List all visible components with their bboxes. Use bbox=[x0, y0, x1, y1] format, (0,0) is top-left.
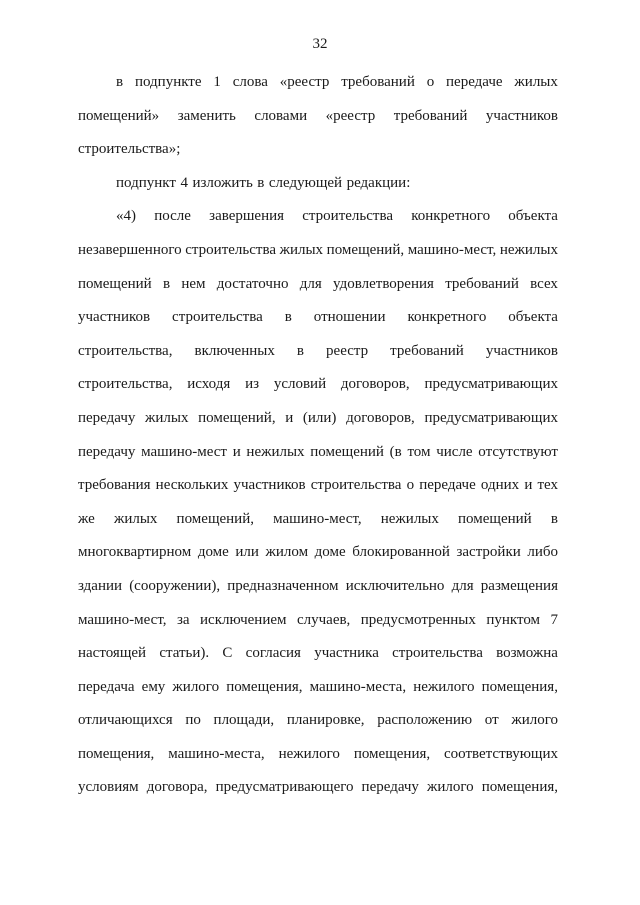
text-line bbox=[78, 469, 558, 503]
text-word: исключительно bbox=[345, 577, 445, 594]
text-word: тех bbox=[537, 477, 558, 494]
text-word: машино-мест, bbox=[78, 611, 167, 628]
text-word: помещения, bbox=[226, 678, 303, 695]
text-word: ему bbox=[141, 678, 166, 695]
text-word: участников bbox=[78, 309, 151, 326]
text-word: 1 bbox=[213, 74, 221, 90]
text-word: передачу bbox=[361, 779, 419, 796]
text-word: помещения, bbox=[353, 745, 431, 762]
text-word: передача bbox=[78, 678, 135, 695]
text-line bbox=[78, 436, 558, 470]
text-word: достаточно bbox=[216, 275, 289, 292]
text-word: в bbox=[116, 74, 124, 90]
text-word: жилых bbox=[279, 241, 324, 258]
text-word: от bbox=[484, 712, 499, 729]
text-word: участников bbox=[233, 477, 306, 494]
text-word: требования bbox=[78, 477, 151, 494]
text-word: жилого bbox=[172, 678, 220, 695]
text-word: следующей bbox=[268, 174, 343, 191]
text-word: размещения bbox=[480, 577, 558, 594]
text-word: отличающихся bbox=[78, 712, 173, 729]
text-line bbox=[78, 200, 558, 234]
text-word: жилого bbox=[426, 779, 474, 796]
text-word: строительства bbox=[302, 208, 393, 225]
text-line bbox=[78, 536, 558, 570]
text-word: договоров, bbox=[346, 409, 415, 426]
text-word: реестр bbox=[326, 342, 369, 359]
text-word: в bbox=[257, 174, 265, 191]
text-word: договоров, bbox=[340, 376, 410, 393]
text-line bbox=[78, 167, 558, 201]
text-word: в bbox=[284, 309, 292, 326]
text-word: согласия bbox=[245, 645, 301, 662]
text-word: жилого bbox=[511, 712, 558, 729]
text-word: помещений, bbox=[176, 510, 254, 527]
text-word: передачу bbox=[78, 443, 136, 460]
text-line bbox=[78, 503, 558, 537]
text-word: о bbox=[406, 477, 415, 494]
text-line bbox=[78, 335, 558, 369]
text-word: (в bbox=[389, 443, 402, 460]
text-word: включенных bbox=[194, 342, 275, 359]
text-word: подпункте bbox=[134, 74, 202, 90]
text-word: удовлетворения bbox=[333, 275, 434, 292]
text-line bbox=[78, 301, 558, 335]
text-word: «реестр bbox=[325, 107, 376, 124]
text-word: доме bbox=[314, 544, 346, 561]
text-word: исходя bbox=[187, 376, 231, 393]
text-word: условиям bbox=[78, 779, 139, 796]
text-word: отношении bbox=[313, 309, 386, 326]
text-word: же bbox=[78, 510, 95, 527]
text-word: подпункт bbox=[116, 174, 176, 191]
text-word: предусматривающего bbox=[215, 779, 354, 796]
text-line bbox=[78, 368, 558, 402]
text-line bbox=[78, 133, 558, 167]
text-word: расположению bbox=[377, 712, 473, 729]
text-word: предусматривающих bbox=[424, 376, 558, 393]
text-word: либо bbox=[527, 544, 558, 561]
text-word: условий bbox=[273, 376, 327, 393]
text-word: «реестр bbox=[279, 74, 330, 90]
text-word: редакции: bbox=[346, 174, 411, 191]
text-word: помещений, bbox=[198, 409, 276, 426]
text-word: блокированной bbox=[352, 544, 450, 561]
text-word: предназначенном bbox=[227, 577, 339, 594]
text-word: строительства bbox=[392, 645, 483, 662]
text-word: и bbox=[285, 409, 294, 426]
text-line bbox=[78, 234, 558, 268]
text-word: числе bbox=[436, 443, 473, 460]
text-line bbox=[78, 704, 558, 738]
text-word: помещений bbox=[78, 275, 152, 292]
text-word: отсутствуют bbox=[478, 443, 558, 460]
text-word: здании bbox=[78, 577, 123, 594]
text-word: слова bbox=[232, 74, 268, 90]
text-line bbox=[78, 637, 558, 671]
text-word: участника bbox=[314, 645, 379, 662]
text-word: строительства bbox=[310, 477, 402, 494]
text-word: изложить bbox=[192, 174, 253, 191]
text-word: помещений bbox=[310, 443, 384, 460]
text-word: объекта bbox=[508, 208, 558, 225]
text-word: требований bbox=[393, 107, 468, 124]
text-word: за bbox=[176, 611, 190, 628]
text-word: завершения bbox=[209, 208, 285, 225]
text-word: и bbox=[524, 477, 533, 494]
text-word: договора, bbox=[146, 779, 208, 796]
text-word: словами bbox=[254, 107, 308, 124]
text-word: соответствующих bbox=[444, 745, 558, 762]
text-line bbox=[78, 100, 558, 134]
text-word: из bbox=[245, 376, 260, 393]
text-word: жилом bbox=[265, 544, 309, 561]
text-word: доме bbox=[197, 544, 229, 561]
text-word: по bbox=[185, 712, 201, 729]
text-word: конкретного bbox=[411, 208, 491, 225]
text-word: многоквартирном bbox=[78, 544, 192, 561]
text-word: машино-мест, bbox=[273, 510, 362, 527]
text-word: случаев, bbox=[296, 611, 351, 628]
text-word: нежилых bbox=[246, 443, 305, 460]
text-line bbox=[78, 268, 558, 302]
text-word: нежилых bbox=[380, 510, 439, 527]
text-word: 4 bbox=[180, 174, 188, 191]
text-word: передаче bbox=[446, 74, 503, 90]
text-line bbox=[78, 771, 558, 805]
text-word: или bbox=[235, 544, 259, 561]
text-word: жилых bbox=[145, 409, 189, 426]
text-word: машино-мест bbox=[141, 443, 227, 460]
text-word: для bbox=[451, 577, 474, 594]
text-word: предусматривающих bbox=[424, 409, 558, 426]
text-line bbox=[78, 671, 558, 705]
text-word: нескольких bbox=[155, 477, 229, 494]
text-word: помещений bbox=[458, 510, 532, 527]
document-body-text bbox=[78, 66, 558, 805]
text-word: (или) bbox=[302, 409, 337, 426]
text-word: всех bbox=[530, 275, 558, 292]
text-word: требований bbox=[390, 342, 464, 359]
text-word: в bbox=[296, 342, 304, 359]
text-word: в bbox=[162, 275, 171, 292]
text-word: том bbox=[407, 443, 431, 460]
text-word: для bbox=[299, 275, 322, 292]
text-line bbox=[78, 402, 558, 436]
text-word: машино-места, bbox=[168, 745, 265, 762]
text-word: участников bbox=[485, 342, 558, 359]
text-word: нежилых bbox=[499, 241, 558, 258]
text-word: передаче bbox=[419, 477, 476, 494]
text-word: настоящей bbox=[78, 645, 147, 662]
text-word: одних bbox=[480, 477, 520, 494]
text-word: передачу bbox=[78, 409, 136, 426]
text-word: исключением bbox=[200, 611, 287, 628]
text-word: нем bbox=[181, 275, 206, 292]
text-word: строительства»; bbox=[78, 141, 181, 158]
text-line bbox=[78, 738, 558, 772]
text-line bbox=[78, 604, 558, 638]
text-word: и bbox=[232, 443, 241, 460]
text-word: после bbox=[154, 208, 191, 225]
text-line bbox=[78, 570, 558, 604]
text-word: «4) bbox=[116, 208, 136, 225]
text-word: помещения, bbox=[481, 678, 558, 695]
text-word: нежилого bbox=[413, 678, 475, 695]
text-word: помещения, bbox=[481, 779, 558, 796]
text-word: планировке, bbox=[286, 712, 365, 729]
text-word: жилых bbox=[113, 510, 158, 527]
text-word: незавершенного bbox=[78, 241, 182, 258]
text-word: 7 bbox=[550, 611, 558, 628]
text-word: строительства, bbox=[78, 376, 173, 393]
text-word: заменить bbox=[177, 107, 236, 124]
text-word: предусмотренных bbox=[360, 611, 476, 628]
text-word: С bbox=[222, 645, 233, 662]
text-word: участников bbox=[485, 107, 558, 124]
text-word: помещений» bbox=[78, 107, 160, 124]
text-word: помещения, bbox=[78, 745, 155, 762]
text-word: (сооружении), bbox=[129, 577, 221, 594]
text-word: строительства bbox=[172, 309, 263, 326]
text-word: требований bbox=[445, 275, 519, 292]
text-word: нежилого bbox=[278, 745, 340, 762]
text-word: помещений, bbox=[326, 241, 405, 258]
text-word: конкретного bbox=[407, 309, 487, 326]
text-line bbox=[78, 66, 558, 100]
page-number: 32 bbox=[312, 36, 328, 52]
text-word: жилых bbox=[514, 74, 558, 90]
text-word: площади, bbox=[213, 712, 275, 729]
text-word: машино-места, bbox=[309, 678, 407, 695]
text-word: машино-мест, bbox=[407, 241, 497, 258]
text-word: пунктом bbox=[486, 611, 541, 628]
text-word: строительства bbox=[185, 241, 276, 258]
text-word: объекта bbox=[508, 309, 558, 326]
text-word: возможна bbox=[496, 645, 558, 662]
text-word: в bbox=[550, 510, 558, 527]
text-word: требований bbox=[341, 74, 415, 90]
text-word: застройки bbox=[456, 544, 521, 561]
text-word: о bbox=[426, 74, 435, 90]
text-word: строительства, bbox=[78, 342, 173, 359]
text-word: статьи). bbox=[159, 645, 210, 662]
